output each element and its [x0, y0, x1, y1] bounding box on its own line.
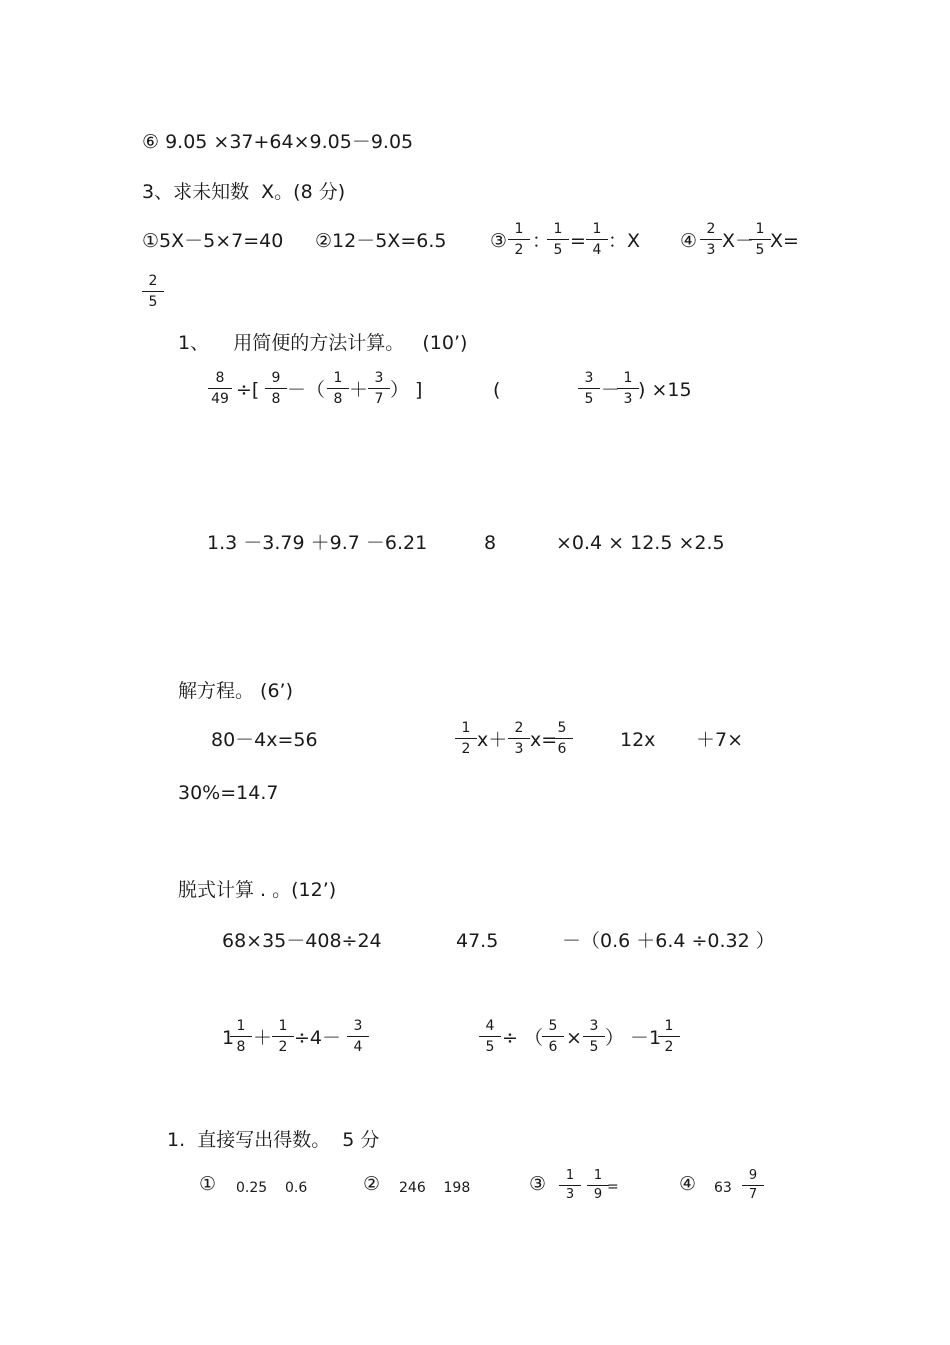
- expression: 246 198: [399, 1180, 471, 1196]
- operator: =: [570, 230, 586, 252]
- operator: ÷[: [236, 379, 260, 401]
- fraction: 5 6: [551, 720, 573, 757]
- fraction: 1 8: [327, 370, 349, 407]
- operator: X=: [770, 230, 799, 252]
- expression: 0.25 0.6: [236, 1180, 308, 1196]
- fraction: 4 5: [479, 1018, 501, 1055]
- expression: －（0.6 ＋6.4 ÷0.32 ）: [562, 930, 775, 952]
- fraction: 5 6: [542, 1018, 564, 1055]
- operator: ） ]: [390, 379, 423, 401]
- circle-number: ③: [529, 1173, 547, 1195]
- fraction: 1 8: [230, 1018, 252, 1055]
- operator: ＋: [349, 379, 369, 401]
- expression-line: ⑥ 9.05 ×37+64×9.05－9.05: [142, 131, 414, 153]
- operator: X－: [722, 230, 755, 252]
- fraction: 2 3: [700, 221, 722, 258]
- expression: 47.5: [456, 930, 499, 952]
- circle-number: ④: [680, 230, 698, 252]
- operator: 1: [222, 1027, 235, 1049]
- fraction: 1 3: [617, 370, 639, 407]
- equation: 12x: [620, 729, 656, 751]
- expression: 1.3 －3.79 ＋9.7 －6.21: [207, 532, 428, 554]
- operator: x=: [530, 729, 558, 751]
- circle-number: ②: [363, 1173, 381, 1195]
- circle-number: ①: [199, 1173, 217, 1195]
- fraction: 2 3: [508, 720, 530, 757]
- fraction: 3 5: [578, 370, 600, 407]
- operator: ÷4－: [294, 1027, 342, 1049]
- expression: 68×35－408÷24: [222, 930, 382, 952]
- operator: ） －1: [605, 1027, 662, 1049]
- section-heading: 解方程。 (6’): [178, 680, 293, 702]
- operator: ÷ （: [502, 1027, 543, 1049]
- fraction: 1 9: [587, 1169, 609, 1202]
- operator: =: [607, 1179, 619, 1195]
- operator: ) ×15: [638, 379, 692, 401]
- fraction: 2 5: [142, 273, 164, 310]
- fraction: 9 8: [265, 370, 287, 407]
- operator: x＋: [477, 729, 508, 751]
- fraction: 8 49: [208, 370, 232, 407]
- equation: 80－4x=56: [211, 729, 318, 751]
- fraction: 3 7: [368, 370, 390, 407]
- section-heading: 1. 直接写出得数。 5 分: [167, 1129, 380, 1151]
- equation-2: ②12－5X=6.5: [315, 230, 447, 252]
- operator: ：: [532, 230, 552, 252]
- section-heading: 3、求未知数 X。(8 分): [142, 181, 346, 203]
- section-heading: 1、 用简便的方法计算。 (10’): [178, 332, 468, 354]
- fraction: 1 5: [547, 221, 569, 258]
- equation: 30%=14.7: [178, 782, 279, 804]
- circle-number: ③: [490, 230, 508, 252]
- operator: －（: [287, 379, 326, 401]
- expression: ×0.4 × 12.5 ×2.5: [556, 532, 725, 554]
- expression: 63: [714, 1180, 732, 1196]
- circle-number: ④: [679, 1173, 697, 1195]
- fraction: 9 7: [742, 1169, 764, 1202]
- operator: －: [601, 379, 621, 401]
- expression: 8: [484, 532, 497, 554]
- fraction: 3 4: [347, 1018, 369, 1055]
- fraction: 1 4: [586, 221, 608, 258]
- equation: ＋7×: [696, 729, 744, 751]
- fraction: 1 2: [658, 1018, 680, 1055]
- operator: ＋: [253, 1027, 273, 1049]
- fraction: 1 3: [559, 1169, 581, 1202]
- fraction: 1 5: [749, 221, 771, 258]
- equation-1: ①5X－5×7=40: [142, 230, 284, 252]
- operator: ：X: [608, 230, 641, 252]
- fraction: 3 5: [583, 1018, 605, 1055]
- operator: (: [493, 379, 501, 401]
- operator: ×: [566, 1027, 582, 1049]
- section-heading: 脱式计算 . 。(12’): [178, 879, 337, 901]
- fraction: 1 2: [508, 221, 530, 258]
- fraction: 1 2: [455, 720, 477, 757]
- fraction: 1 2: [272, 1018, 294, 1055]
